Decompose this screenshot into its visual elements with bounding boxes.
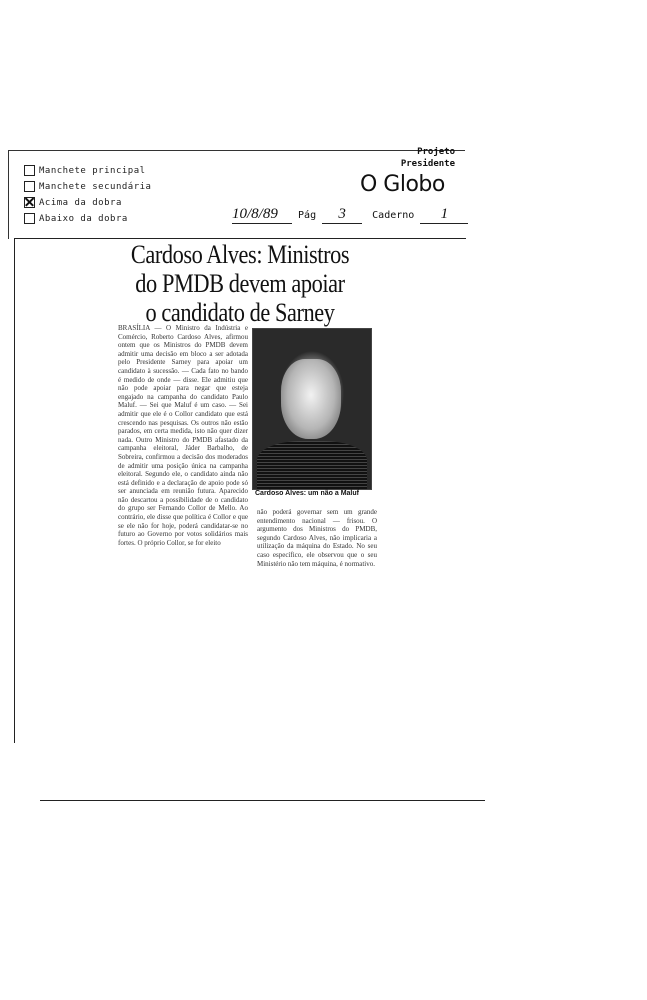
checkbox-row-abaixo-da-dobra[interactable]: Abaixo da dobra [24,213,128,224]
portrait-suit [257,441,367,489]
article-column-1: BRASÍLIA — O Ministro da Indústria e Comércio, Roberto Cardoso Alves, afirmou ontem que os Ministros do PMDB devem admitir uma decisão em bloco a ser adotada pelo Presidente Sarney para apoiar um candidato à sucessão. — Cada fato no bando é medido de onde — disse. Ele admitiu que não pode apoiar para negar que esteja engajado na campanha do candidato Paulo Maluf. — Sei que Maluf é um caso. — Sei admitir que ele é o Collor candidato que está crescendo nas pesquisas. Os outros não estão parados, em certa medida, isto não quer dizer nada. Outro Ministro do PMDB afastado da campanha eleitoral, Jáder Barbalho, de Sobreira, confirmou a decisão dos moderados de admitir uma posição única na campanha eleitoral. Segundo ele, o candidato ainda não está definido e a declaração de apoio pode só ser anunciada em reunião futura. Aparecido não descartou a possibilidade de o candidato do grupo ser Fernando Collor de Mello. Ao contrário, ele disse que política é Collor e que se ele não for hoje, poderá candidatar-se no futuro ao Governo por votos solidários mais fortes. O próprio Collor, se for eleito [118,324,248,547]
date-page-line [232,206,468,224]
checkbox-row-acima-da-dobra[interactable]: Acima da dobra [24,197,122,208]
project-line-2: Presidente [400,159,455,169]
bottom-rule [40,800,485,801]
checkbox-icon[interactable] [24,213,35,224]
checkbox-row-manchete-principal[interactable]: Manchete principal [24,165,146,176]
project-label [401,146,455,170]
photo-caption: Cardoso Alves: um não a Maluf [255,490,359,497]
article-column-2: não poderá governar sem um grande entendimento nacional — frisou. O argumento dos Ministros do PMDB, segundo Cardoso Alves, não implicaria a utilização da máquina do Estado. No seu caso específico, ele observou que o seu Ministério não tem máquina, é normativo. [257,508,377,568]
portrait-face [281,359,341,439]
page-number: 3 [322,206,362,224]
newspaper-name: O Globo [360,172,445,197]
section-label: Caderno [372,210,415,221]
checkbox-row-manchete-secundaria[interactable]: Manchete secundária [24,181,151,192]
page-label: Pág [298,210,317,221]
checkbox-icon[interactable] [24,181,35,192]
checked-checkbox-icon[interactable] [24,197,35,208]
article-headline: Cardoso Alves: Ministros do PMDB devem apoiar o candidato de Sarney [130,240,350,327]
section-value: 1 [420,206,468,224]
portrait-photo [252,328,372,490]
project-line-1: Projeto [417,147,455,157]
date-value: 10/8/89 [232,206,292,224]
checkbox-icon[interactable] [24,165,35,176]
